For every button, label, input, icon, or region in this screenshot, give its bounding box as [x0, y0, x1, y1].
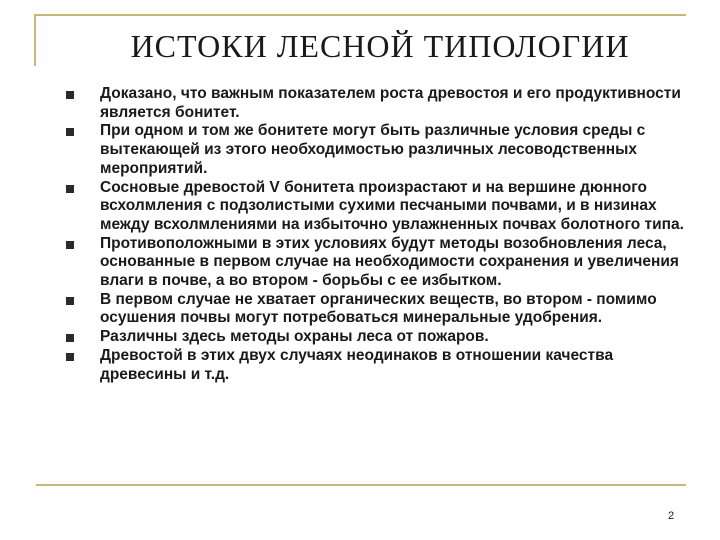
bullet-item: [58, 347, 688, 384]
bullet-text: Древостой в этих двух случаях неодинаков в отношении качества древесины и т.д.: [100, 346, 614, 383]
square-bullet-icon: [66, 241, 74, 249]
square-bullet-icon: [66, 91, 74, 99]
bullet-text: Различны здесь методы охраны леса от пожаров.: [100, 328, 489, 346]
bullet-text: При одном и том же бонитете могут быть различные условия среды с вытекающей из этого необходимостью различных лесоводственных мероприятий.: [100, 122, 646, 177]
page-number: 2: [668, 510, 675, 522]
square-bullet-icon: [66, 297, 74, 305]
bullet-text: Сосновые древостой V бонитета произрастают и на вершине дюнного всхолмления с подзолистыми сухими песчаными почвами, и в низинах между всхолмлениями на избыточно увлажненных почвах болотного типа.: [100, 178, 684, 233]
bullet-item: [58, 85, 688, 122]
bullet-item: [58, 328, 688, 347]
slide-title: ИСТОКИ ЛЕСНОЙ ТИПОЛОГИИ: [130, 28, 630, 64]
frame-bottom-line: [36, 484, 686, 486]
bullet-text: В первом случае не хватает органических веществ, во втором - помимо осушения почвы могут потребоваться минеральные удобрения.: [100, 290, 657, 327]
square-bullet-icon: [66, 128, 74, 136]
square-bullet-icon: [66, 334, 74, 342]
bullet-text: Противоположными в этих условиях будут методы возобновления леса, основанные в первом случае на необходимости сохранения и увеличения влаги в почве, а во втором - борьбы с ее избытком.: [100, 234, 679, 290]
bullet-item: [58, 122, 688, 178]
bullet-item: [58, 235, 688, 291]
bullet-item: [58, 291, 688, 328]
square-bullet-icon: [66, 353, 74, 361]
square-bullet-icon: [66, 185, 74, 193]
bullet-item: [58, 179, 688, 235]
bullet-text: Доказано, что важным показателем роста древостоя и его продуктивности является бонитет.: [100, 85, 681, 121]
frame-left-line: [34, 14, 36, 66]
bullet-list: [58, 85, 688, 384]
frame-top-line: [34, 14, 686, 16]
